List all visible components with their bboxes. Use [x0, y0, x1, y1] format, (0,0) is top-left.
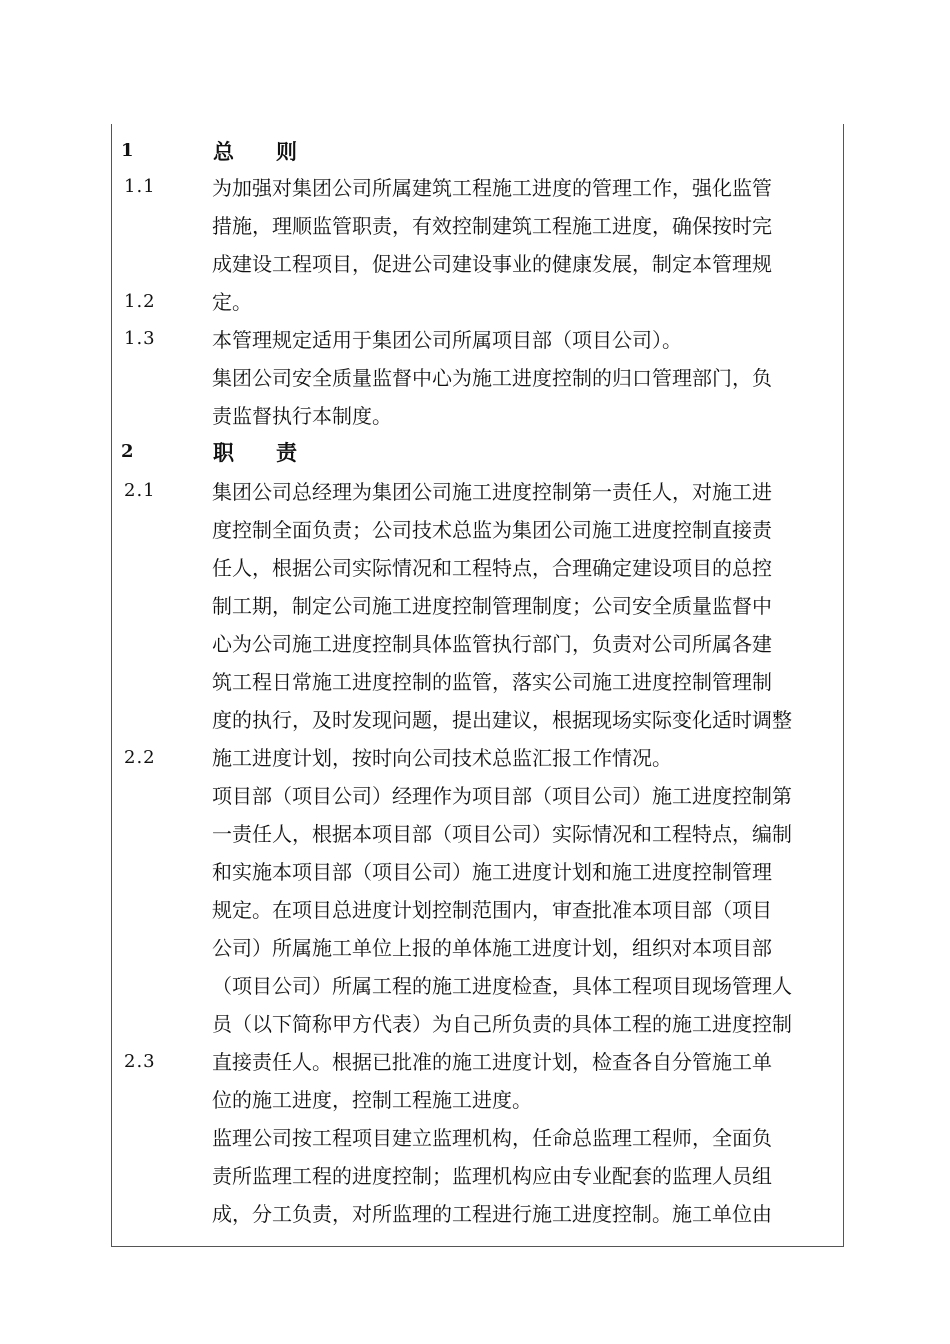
body-line: 为加强对集团公司所属建筑工程施工进度的管理工作，强化监管: [212, 176, 772, 200]
body-line: 成，分工负责，对所监理的工程进行施工进度控制。施工单位由: [212, 1202, 772, 1226]
section-number-1: 1: [121, 140, 134, 161]
body-line: 集团公司总经理为集团公司施工进度控制第一责任人，对施工进: [212, 480, 772, 504]
clause-number-2-3: 2.3: [124, 1051, 156, 1072]
body-line: 集团公司安全质量监督中心为施工进度控制的归口管理部门，负: [212, 366, 772, 390]
body-line: 责监督执行本制度。: [212, 404, 392, 428]
body-line: 度的执行，及时发现问题，提出建议，根据现场实际变化适时调整: [212, 708, 792, 732]
body-line: 心为公司施工进度控制具体监管执行部门，负责对公司所属各建: [212, 632, 772, 656]
body-line: 定。: [212, 290, 252, 314]
body-line: 规定。在项目总进度计划控制范围内，审查批准本项目部（项目: [212, 898, 772, 922]
body-line: 制工期，制定公司施工进度控制管理制度；公司安全质量监督中: [212, 594, 772, 618]
clause-number-1-2: 1.2: [124, 291, 156, 312]
body-line: （项目公司）所属工程的施工进度检查，具体工程项目现场管理人: [212, 974, 792, 998]
clause-number-1-1: 1.1: [124, 176, 156, 197]
body-line: 成建设工程项目，促进公司建设事业的健康发展，制定本管理规: [212, 252, 772, 276]
body-line: 筑工程日常施工进度控制的监管，落实公司施工进度控制管理制: [212, 670, 772, 694]
body-line: 一责任人，根据本项目部（项目公司）实际情况和工程特点，编制: [212, 822, 792, 846]
body-line: 监理公司按工程项目建立监理机构，任命总监理工程师，全面负: [212, 1126, 772, 1150]
section-heading-general: 总 则: [213, 139, 297, 164]
body-line: 责所监理工程的进度控制；监理机构应由专业配套的监理人员组: [212, 1164, 772, 1188]
body-line: 本管理规定适用于集团公司所属项目部（项目公司）。: [212, 328, 682, 352]
clause-number-2-2: 2.2: [124, 747, 156, 768]
body-line: 公司）所属施工单位上报的单体施工进度计划，组织对本项目部: [212, 936, 772, 960]
section-heading-duties: 职 责: [213, 440, 297, 465]
clause-number-1-3: 1.3: [124, 328, 156, 349]
body-line: 员（以下简称甲方代表）为自己所负责的具体工程的施工进度控制: [212, 1012, 792, 1036]
body-line: 任人，根据公司实际情况和工程特点，合理确定建设项目的总控: [212, 556, 772, 580]
clause-number-2-1: 2.1: [124, 480, 156, 501]
body-line: 措施，理顺监管职责，有效控制建筑工程施工进度，确保按时完: [212, 214, 772, 238]
body-line: 直接责任人。根据已批准的施工进度计划，检查各自分管施工单: [212, 1050, 772, 1074]
body-line: 施工进度计划，按时向公司技术总监汇报工作情况。: [212, 746, 672, 770]
body-line: 度控制全面负责；公司技术总监为集团公司施工进度控制直接责: [212, 518, 772, 542]
body-line: 项目部（项目公司）经理作为项目部（项目公司）施工进度控制第: [212, 784, 792, 808]
section-number-2: 2: [121, 441, 134, 462]
body-line: 和实施本项目部（项目公司）施工进度计划和施工进度控制管理: [212, 860, 772, 884]
body-line: 位的施工进度，控制工程施工进度。: [212, 1088, 532, 1112]
